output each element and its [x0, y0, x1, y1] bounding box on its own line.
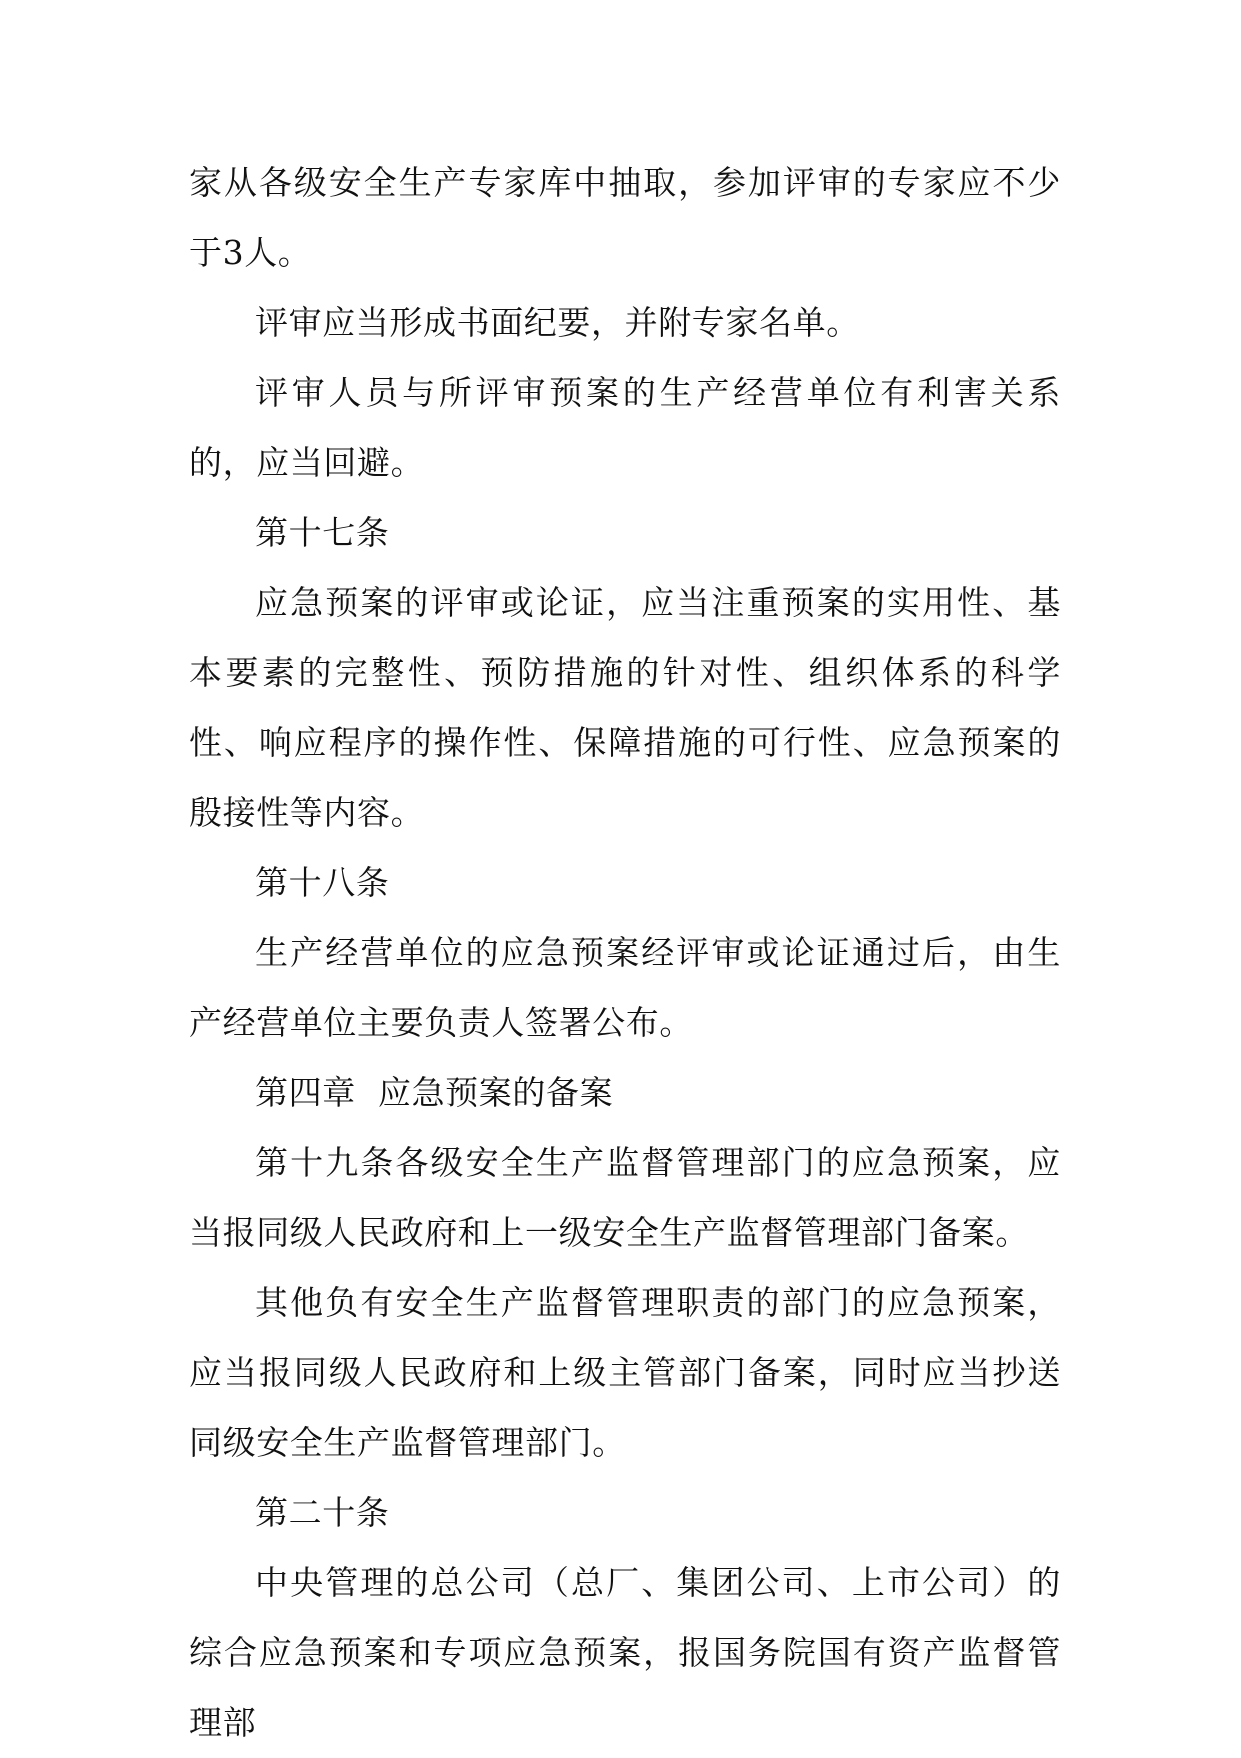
paragraph-reviewer-recusal: 评审人员与所评审预案的生产经营单位有利害关系的，应当回避。: [189, 373, 1061, 482]
paragraph-article-19: 第十九条各级安全生产监督管理部门的应急预案，应当报同级人民政府和上一级安全生产监督管理部门备案。: [189, 1143, 1061, 1252]
paragraph-continuation: 家从各级安全生产专家库中抽取，参加评审的专家应不少于3人。: [189, 163, 1061, 272]
chapter-heading-4: 第四章 应急预案的备案: [255, 1073, 614, 1112]
paragraph-review-minutes: 评审应当形成书面纪要，并附专家名单。: [255, 303, 860, 342]
document-body: [189, 148, 1061, 1758]
paragraph-article-20: 中央管理的总公司（总厂、集团公司、上市公司）的综合应急预案和专项应急预案，报国务院国有资产监督管理部: [189, 1563, 1061, 1742]
paragraph-article-19-other-depts: 其他负有安全生产监督管理职责的部门的应急预案，应当报同级人民政府和上级主管部门备案，同时应当抄送同级安全生产监督管理部门。: [189, 1283, 1061, 1462]
paragraph-article-18: 生产经营单位的应急预案经评审或论证通过后，由生产经营单位主要负责人签署公布。: [189, 933, 1061, 1042]
paragraph-article-17: 应急预案的评审或论证，应当注重预案的实用性、基本要素的完整性、预防措施的针对性、组织体系的科学性、响应程序的操作性、保障措施的可行性、应急预案的殷接性等内容。: [189, 583, 1061, 832]
article-heading-18: 第十八条: [255, 863, 390, 902]
article-heading-20: 第二十条: [255, 1493, 390, 1532]
article-heading-17: 第十七条: [255, 513, 390, 552]
